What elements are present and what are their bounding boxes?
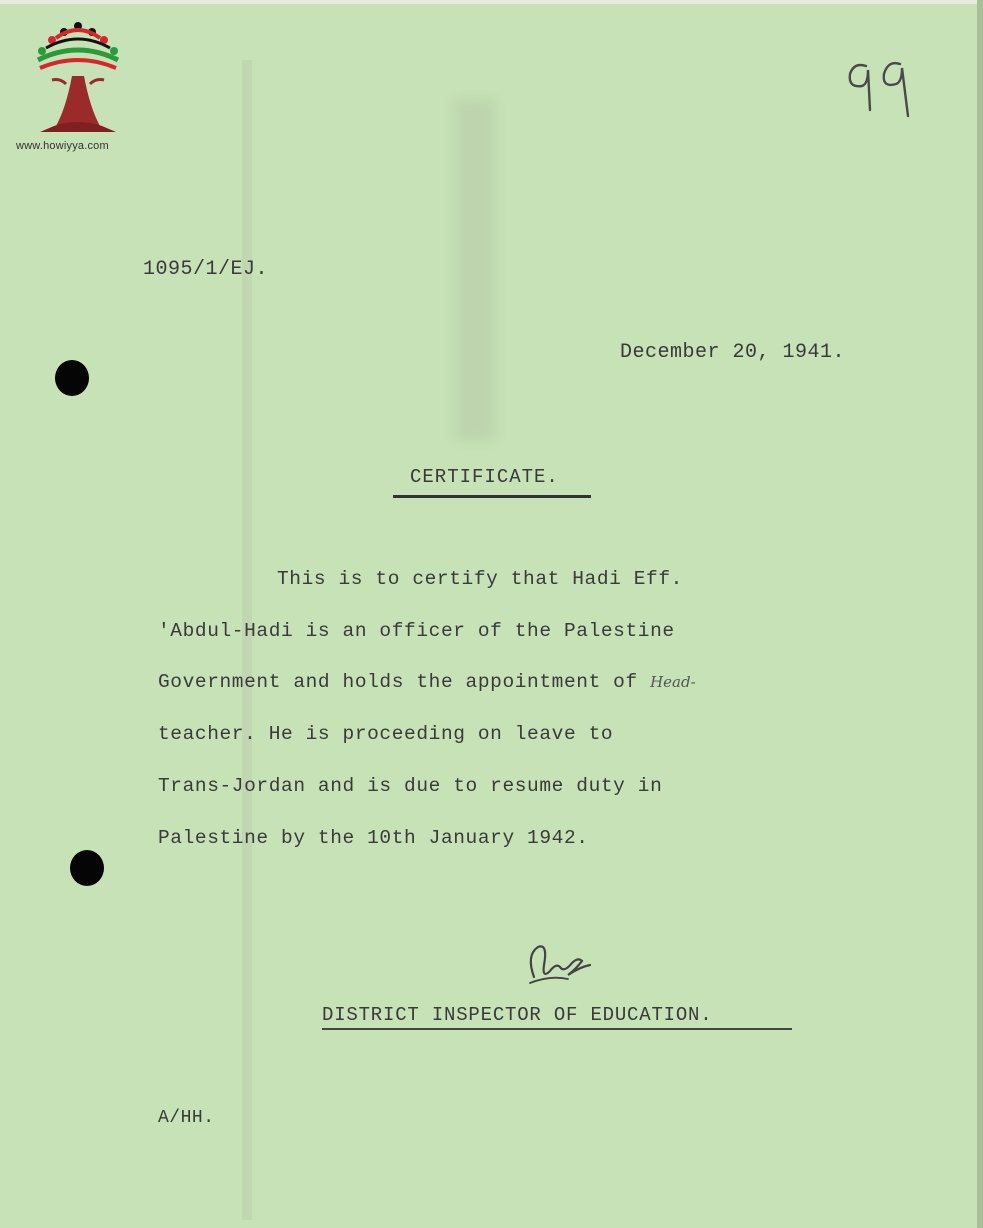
typist-reference: A/HH. bbox=[158, 1108, 215, 1128]
watermark-url: www.howiyya.com bbox=[16, 140, 109, 152]
handwritten-insertion: Head- bbox=[650, 673, 696, 691]
howiyya-tree-logo bbox=[16, 18, 140, 158]
reference-number: 1095/1/EJ. bbox=[143, 258, 269, 281]
folio-number-handwritten bbox=[838, 52, 928, 132]
punch-hole bbox=[55, 360, 89, 396]
paper-stain bbox=[455, 100, 495, 440]
page-top-edge bbox=[0, 0, 983, 4]
body-line-3 bbox=[158, 671, 696, 693]
body-line-6: Palestine by the 10th January 1942. bbox=[158, 827, 589, 849]
signatory-underline bbox=[322, 1028, 792, 1030]
page-right-edge bbox=[977, 0, 983, 1228]
signature-initials bbox=[520, 935, 600, 995]
certificate-heading: CERTIFICATE. bbox=[410, 466, 559, 488]
signatory-title: DISTRICT INSPECTOR OF EDUCATION. bbox=[322, 1004, 713, 1026]
logo-figures-icon bbox=[38, 22, 118, 68]
heading-underline bbox=[393, 495, 591, 498]
body-line-3-typed: Government and holds the appointment of bbox=[158, 671, 638, 693]
punch-hole bbox=[70, 850, 104, 886]
document-date: December 20, 1941. bbox=[620, 341, 846, 364]
body-line-1: This is to certify that Hadi Eff. bbox=[277, 568, 683, 590]
body-line-2: 'Abdul-Hadi is an officer of the Palestine bbox=[158, 620, 675, 642]
body-line-5: Trans-Jordan and is due to resume duty in bbox=[158, 775, 663, 797]
body-line-4: teacher. He is proceeding on leave to bbox=[158, 723, 614, 745]
